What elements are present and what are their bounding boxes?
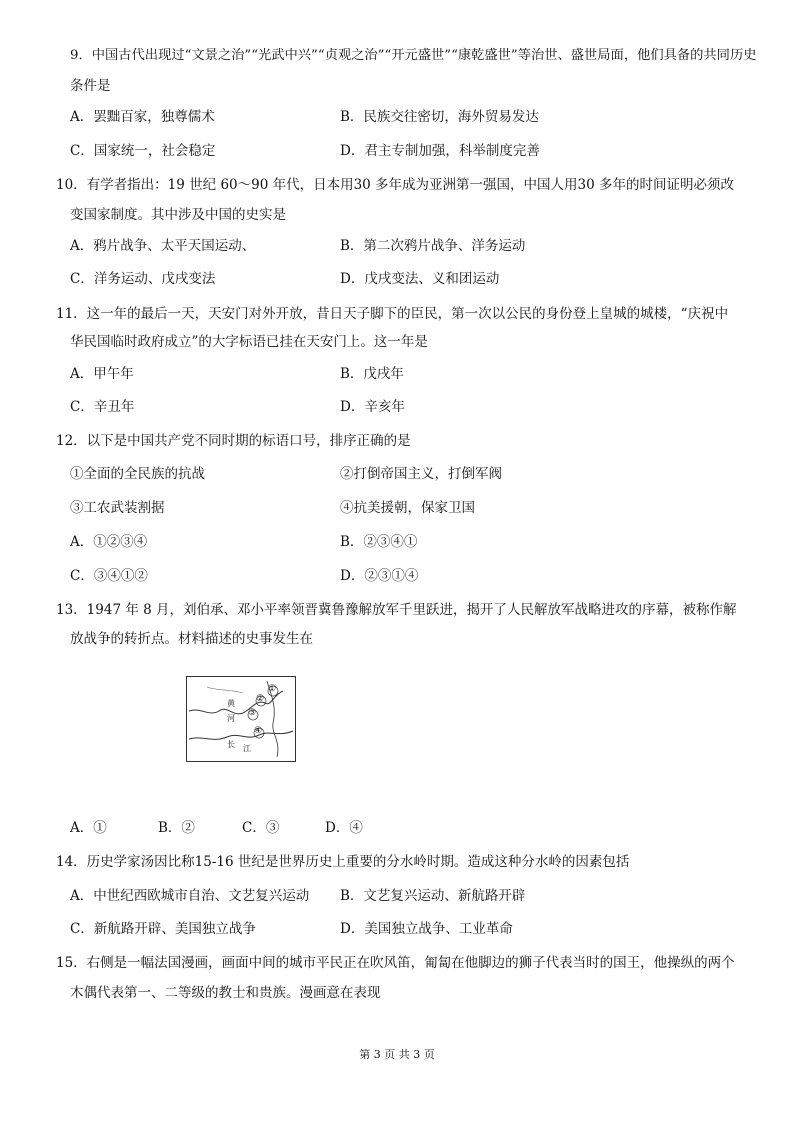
q13-option-c: C．③ [242,820,280,836]
q12-option-b: B．②③④① [340,534,418,550]
q15-stem-line1: 15．右侧是一幅法国漫画，画面中间的城市平民正在吹风笛，匍匐在他脚边的狮子代表当时的国王，他操纵的两个 [56,955,735,971]
q14-option-b: B．文艺复兴运动、新航路开辟 [340,888,526,904]
q14-stem-line1: 14．历史学家汤因比称15-16 世纪是世界历史上重要的分水岭时期。造成这种分水岭的因素包括 [56,854,630,870]
region-border [207,687,243,693]
q10-stem-line2: 变国家制度。其中涉及中国的史实是 [70,207,286,223]
q13-map [186,676,296,762]
map-marker-2: ② [256,694,265,704]
q10-option-c: C．洋务运动、戊戌变法 [70,271,216,287]
q12-item-3: ③工农武装割据 [70,500,165,516]
q11-option-c: C．辛丑年 [70,399,135,415]
q9-option-a: A．罢黜百家，独尊儒术 [70,109,215,125]
q14-option-a: A．中世纪西欧城市自治、文艺复兴运动 [70,888,310,904]
q10-stem-line1: 10．有学者指出：19 世纪 60～90 年代，日本用30 多年成为亚洲第一强国，中国人用30 多年的时间证明必须改 [56,177,735,193]
q15-stem-line2: 木偶代表第一、二等级的教士和贵族。漫画意在表现 [70,985,381,1001]
q11-option-d: D．辛亥年 [340,399,405,415]
q13-stem-line1: 13．1947 年 8 月，刘伯承、邓小平率领晋冀鲁豫解放军千里跃进，揭开了人民解放军战略进攻的序幕，被称作解 [56,602,737,618]
q13-option-b: B．② [158,820,195,836]
q12-option-a: A．①②③④ [70,534,148,550]
yangtze-river-line [189,731,293,739]
q14-option-d: D．美国独立战争、工业革命 [340,921,513,937]
q10-option-b: B．第二次鸦片战争、洋务运动 [340,238,526,254]
q11-stem-line2: 华民国临时政府成立”的大字标语已挂在天安门上。这一年是 [70,334,428,350]
map-marker-3: ③ [248,708,257,718]
q13-option-d: D．④ [325,820,363,836]
map-label-huang: 黄 [227,699,235,708]
page-footer: 第 3 页 共 3 页 [359,1048,435,1061]
china-rivers-map [187,677,295,761]
q11-option-b: B．戊戌年 [340,366,404,382]
map-marker-4: ④ [254,726,263,736]
q12-option-d: D．②③①④ [340,568,419,584]
q14-option-c: C．新航路开辟、美国独立战争 [70,921,256,937]
q12-option-c: C．③④①② [70,568,148,584]
q12-item-2: ②打倒帝国主义，打倒军阀 [340,466,502,482]
q11-option-a: A．甲午年 [70,366,134,382]
q13-option-a: A．① [70,820,107,836]
q12-item-1: ①全面的全民族的抗战 [70,466,205,482]
map-label-chang: 长 [227,740,235,749]
q12-stem-line1: 12．以下是中国共产党不同时期的标语口号，排序正确的是 [56,433,411,449]
map-marker-1: ① [268,684,277,694]
q13-stem-line2: 放战争的转折点。材料描述的史事发生在 [70,631,313,647]
q10-option-a: A．鸦片战争、太平天国运动、 [70,238,256,254]
q9-stem-line2: 条件是 [70,78,111,94]
q10-option-d: D．戊戌变法、义和团运动 [340,271,500,287]
q11-stem-line1: 11．这一年的最后一天，天安门对外开放，昔日天子脚下的臣民，第一次以公民的身份登上皇城的城楼，“庆祝中 [56,306,729,322]
q9-option-d: D．君主专制加强，科举制度完善 [340,143,540,159]
q9-stem-line1: 9．中国古代出现过“文景之治”“光武中兴”“贞观之治”“开元盛世”“康乾盛世”等治世、盛世局面，他们具备的共同历史 [70,48,757,63]
q12-item-4: ④抗美援朝，保家卫国 [340,500,475,516]
map-label-jiang: 江 [243,744,251,753]
q9-option-b: B．民族交往密切，海外贸易发达 [340,109,539,125]
map-label-he: 河 [227,714,235,723]
q9-option-c: C．国家统一，社会稳定 [70,143,216,159]
